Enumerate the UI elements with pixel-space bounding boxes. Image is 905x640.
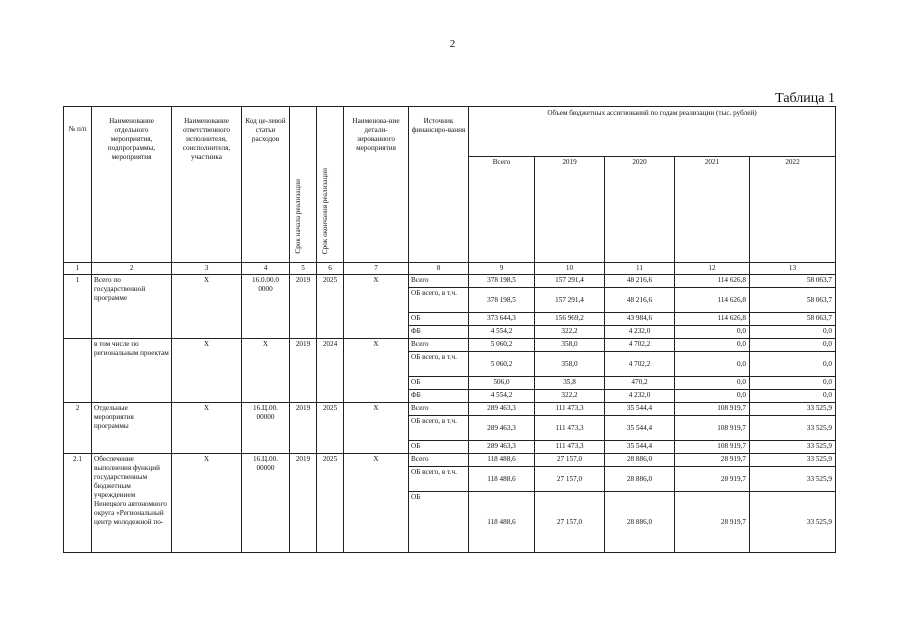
cell-end: 2024 xyxy=(317,339,344,403)
column-number: 8 xyxy=(409,263,469,275)
cell-name: Всего по государственной программе xyxy=(92,275,172,339)
cell-value: 33 525,9 xyxy=(750,492,836,553)
cell-value: 4 554,2 xyxy=(469,390,535,403)
cell-value: 118 488,6 xyxy=(469,454,535,467)
header-detail: Наименова-ние детали-зированного мероприятия xyxy=(344,107,409,263)
cell-value: 111 473,3 xyxy=(535,403,605,416)
cell-value: 108 919,7 xyxy=(675,403,750,416)
cell-code: 16.Ц.00. 00000 xyxy=(242,403,290,454)
cell-source: ОБ всего, в т.ч. xyxy=(409,288,469,313)
cell-value: 470,2 xyxy=(605,377,675,390)
cell-value: 0,0 xyxy=(675,390,750,403)
cell-value: 358,0 xyxy=(535,352,605,377)
cell-source: ОБ всего, в т.ч. xyxy=(409,352,469,377)
column-number: 5 xyxy=(290,263,317,275)
cell-end: 2025 xyxy=(317,454,344,553)
cell-source: ОБ xyxy=(409,441,469,454)
cell-name: в том числе по региональным проектам xyxy=(92,339,172,403)
cell-detail: Х xyxy=(344,275,409,339)
cell-value: 0,0 xyxy=(675,377,750,390)
cell-value: 28 919,7 xyxy=(675,492,750,553)
cell-executor: Х xyxy=(172,454,242,553)
cell-value: 27 157,0 xyxy=(535,454,605,467)
table-title: Таблица 1 xyxy=(775,91,835,106)
header-start xyxy=(290,107,317,263)
page-number: 2 xyxy=(449,38,456,50)
cell-value: 5 060,2 xyxy=(469,339,535,352)
cell-value: 322,2 xyxy=(535,390,605,403)
cell-value: 33 525,9 xyxy=(750,454,836,467)
cell-value: 322,2 xyxy=(535,326,605,339)
cell-source: ФБ xyxy=(409,326,469,339)
cell-detail: Х xyxy=(344,403,409,454)
column-number: 3 xyxy=(172,263,242,275)
cell-value: 108 919,7 xyxy=(675,416,750,441)
cell-value: 114 626,8 xyxy=(675,288,750,313)
cell-source: ОБ xyxy=(409,313,469,326)
cell-start: 2019 xyxy=(290,403,317,454)
cell-value: 0,0 xyxy=(750,377,836,390)
column-numbers-row xyxy=(64,263,836,275)
column-number: 12 xyxy=(675,263,750,275)
cell-value: 35 544,4 xyxy=(605,403,675,416)
cell-value: 58 063,7 xyxy=(750,275,836,288)
cell-code: Х xyxy=(242,339,290,403)
cell-value: 28 919,7 xyxy=(675,467,750,492)
cell-value: 4 702,2 xyxy=(605,339,675,352)
cell-num xyxy=(64,339,92,403)
cell-value: 114 626,8 xyxy=(675,313,750,326)
cell-value: 4 554,2 xyxy=(469,326,535,339)
cell-start: 2019 xyxy=(290,275,317,339)
cell-end: 2025 xyxy=(317,275,344,339)
cell-value: 114 626,8 xyxy=(675,275,750,288)
cell-value: 28 919,7 xyxy=(675,454,750,467)
cell-value: 33 525,9 xyxy=(750,467,836,492)
cell-value: 358,0 xyxy=(535,339,605,352)
header-name: Наименование отдельного мероприятия, подпрограммы, мероприятия xyxy=(92,107,172,263)
cell-value: 48 216,6 xyxy=(605,275,675,288)
cell-source: ОБ xyxy=(409,492,469,553)
cell-value: 35 544,4 xyxy=(605,416,675,441)
cell-start: 2019 xyxy=(290,454,317,553)
cell-num: 1 xyxy=(64,275,92,339)
cell-value: 506,0 xyxy=(469,377,535,390)
header-total: Всего xyxy=(469,157,535,263)
cell-value: 27 157,0 xyxy=(535,467,605,492)
cell-source: ОБ всего, в т.ч. xyxy=(409,416,469,441)
cell-name: Обеспечение выполнения функций государственным бюджетным учреждением Ненецкого автономного округа «Региональный центр молодежной по- xyxy=(92,454,172,553)
header-2022: 2022 xyxy=(750,157,836,263)
column-number: 9 xyxy=(469,263,535,275)
cell-value: 157 291,4 xyxy=(535,288,605,313)
column-number: 10 xyxy=(535,263,605,275)
column-number: 1 xyxy=(64,263,92,275)
cell-num: 2 xyxy=(64,403,92,454)
cell-value: 118 488,6 xyxy=(469,467,535,492)
cell-source: ОБ всего, в т.ч. xyxy=(409,467,469,492)
cell-code: 16.0.00.0 0000 xyxy=(242,275,290,339)
cell-value: 33 525,9 xyxy=(750,416,836,441)
table-row xyxy=(64,454,836,467)
cell-start: 2019 xyxy=(290,339,317,403)
table-row xyxy=(64,403,836,416)
cell-value: 111 473,3 xyxy=(535,441,605,454)
cell-executor: Х xyxy=(172,403,242,454)
column-number: 11 xyxy=(605,263,675,275)
cell-value: 4 702,2 xyxy=(605,352,675,377)
column-number: 2 xyxy=(92,263,172,275)
header-2019: 2019 xyxy=(535,157,605,263)
cell-source: Всего xyxy=(409,403,469,416)
header-volume: Объем бюджетных ассигнований по годам реализации (тыс. рублей) xyxy=(469,107,836,157)
column-number: 13 xyxy=(750,263,836,275)
cell-name: Отдельные мероприятия программы xyxy=(92,403,172,454)
cell-value: 58 063,7 xyxy=(750,288,836,313)
cell-source: ОБ xyxy=(409,377,469,390)
cell-executor: Х xyxy=(172,339,242,403)
cell-value: 118 488,6 xyxy=(469,492,535,553)
cell-value: 33 525,9 xyxy=(750,403,836,416)
cell-value: 0,0 xyxy=(675,339,750,352)
cell-value: 0,0 xyxy=(750,352,836,377)
cell-source: Всего xyxy=(409,454,469,467)
header-row xyxy=(64,107,836,157)
header-2020: 2020 xyxy=(605,157,675,263)
cell-value: 156 969,2 xyxy=(535,313,605,326)
budget-table xyxy=(63,106,836,553)
header-executor: Наименование ответственного исполнителя, соисполнителя, участника xyxy=(172,107,242,263)
header-start-text: Срок начала реализации xyxy=(294,179,302,254)
column-number: 6 xyxy=(317,263,344,275)
cell-value: 35 544,4 xyxy=(605,441,675,454)
cell-value: 111 473,3 xyxy=(535,416,605,441)
cell-value: 58 063,7 xyxy=(750,313,836,326)
header-2021: 2021 xyxy=(675,157,750,263)
cell-source: Всего xyxy=(409,275,469,288)
cell-value: 0,0 xyxy=(675,352,750,377)
cell-detail: Х xyxy=(344,454,409,553)
column-number: 4 xyxy=(242,263,290,275)
cell-value: 157 291,4 xyxy=(535,275,605,288)
table-row xyxy=(64,339,836,352)
header-source: Источник финансиро-вания xyxy=(409,107,469,263)
cell-value: 5 060,2 xyxy=(469,352,535,377)
cell-value: 378 198,5 xyxy=(469,275,535,288)
cell-detail: Х xyxy=(344,339,409,403)
cell-code: 16.Ц.00. 00000 xyxy=(242,454,290,553)
cell-num: 2.1 xyxy=(64,454,92,553)
cell-value: 108 919,7 xyxy=(675,441,750,454)
cell-value: 0,0 xyxy=(750,390,836,403)
cell-value: 48 216,6 xyxy=(605,288,675,313)
cell-value: 33 525,9 xyxy=(750,441,836,454)
cell-value: 28 886,0 xyxy=(605,467,675,492)
cell-value: 4 232,0 xyxy=(605,390,675,403)
header-end-text: Срок окончания реализации xyxy=(321,167,329,254)
header-code: Код це-левой статьи расходов xyxy=(242,107,290,263)
cell-value: 289 463,3 xyxy=(469,416,535,441)
header-end xyxy=(317,107,344,263)
cell-value: 28 886,0 xyxy=(605,454,675,467)
cell-value: 0,0 xyxy=(750,326,836,339)
cell-value: 373 644,3 xyxy=(469,313,535,326)
cell-value: 0,0 xyxy=(675,326,750,339)
cell-value: 27 157,0 xyxy=(535,492,605,553)
cell-value: 4 232,0 xyxy=(605,326,675,339)
cell-value: 289 463,3 xyxy=(469,403,535,416)
cell-executor: Х xyxy=(172,275,242,339)
column-number: 7 xyxy=(344,263,409,275)
cell-source: Всего xyxy=(409,339,469,352)
cell-source: ФБ xyxy=(409,390,469,403)
cell-value: 378 198,5 xyxy=(469,288,535,313)
header-num: № п/п xyxy=(64,107,92,263)
cell-end: 2025 xyxy=(317,403,344,454)
table-row xyxy=(64,275,836,288)
cell-value: 289 463,3 xyxy=(469,441,535,454)
cell-value: 43 984,6 xyxy=(605,313,675,326)
cell-value: 0,0 xyxy=(750,339,836,352)
cell-value: 35,8 xyxy=(535,377,605,390)
cell-value: 28 886,0 xyxy=(605,492,675,553)
